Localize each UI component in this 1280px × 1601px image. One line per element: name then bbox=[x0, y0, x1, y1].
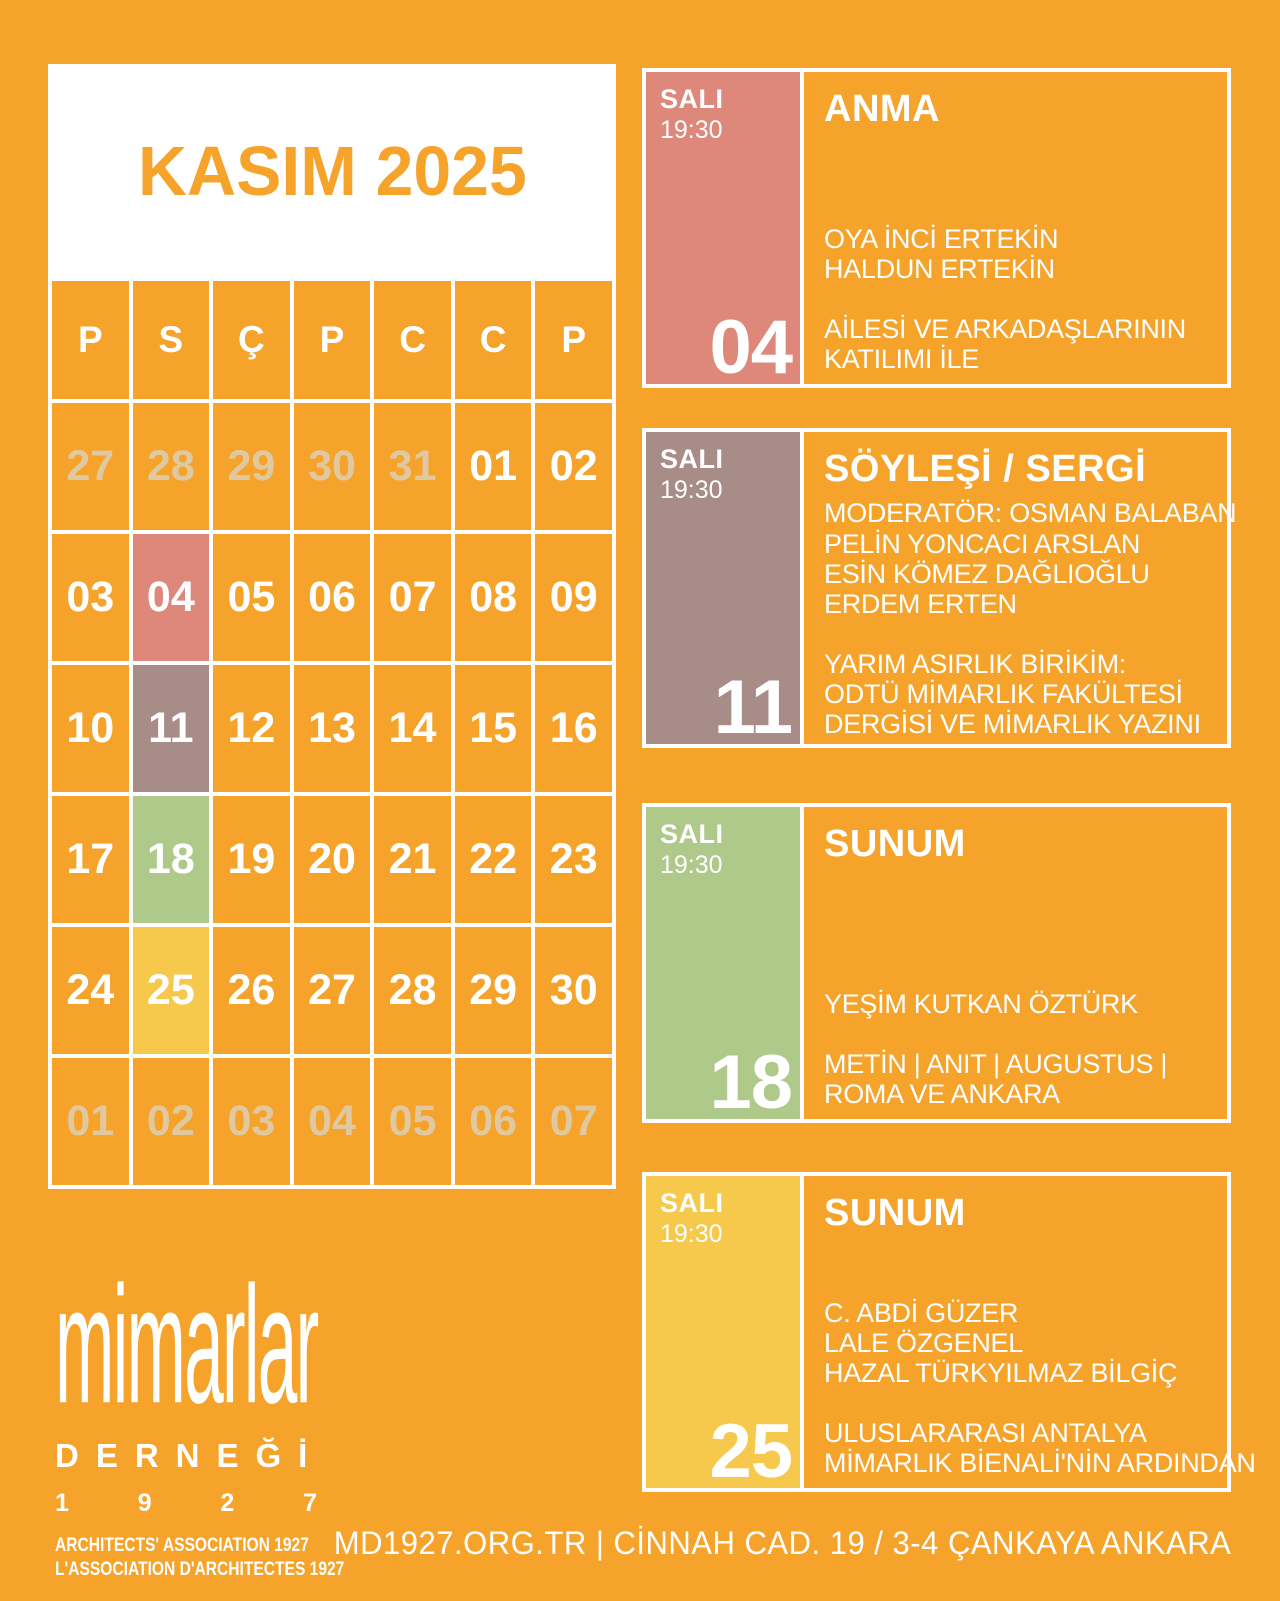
speaker-name: LALE ÖZGENEL bbox=[824, 1328, 1023, 1359]
event-speakers bbox=[824, 989, 1213, 1019]
calendar-day-cell: 12 bbox=[213, 665, 290, 792]
event-speakers bbox=[824, 529, 1236, 620]
description-line: AİLESİ VE ARKADAŞLARININ bbox=[824, 313, 1186, 344]
event-time-label: 19:30 bbox=[660, 1220, 723, 1249]
calendar-day-cell: 30 bbox=[294, 403, 371, 530]
description-line: ROMA VE ANKARA bbox=[824, 1078, 1060, 1109]
event-title: ANMA bbox=[824, 88, 940, 130]
calendar-day-cell: 01 bbox=[455, 403, 532, 530]
event-title: SUNUM bbox=[824, 1192, 966, 1234]
calendar-day-cell: 29 bbox=[213, 403, 290, 530]
calendar-day-cell: 27 bbox=[52, 403, 129, 530]
association-logo bbox=[55, 1250, 345, 1582]
logo-association-name: DERNEĞİ bbox=[55, 1437, 325, 1474]
event-day-label: SALI bbox=[660, 84, 724, 114]
event-content bbox=[804, 807, 1227, 1119]
calendar-day-cell: 27 bbox=[294, 927, 371, 1054]
event-time-label: 19:30 bbox=[660, 116, 723, 145]
day-header-cell: Ç bbox=[213, 281, 290, 399]
calendar-day-cell: 30 bbox=[535, 927, 612, 1054]
calendar-day-cell: 02 bbox=[133, 1058, 210, 1185]
day-header-cell: C bbox=[374, 281, 451, 399]
speaker-name: HAZAL TÜRKYILMAZ BİLGİÇ bbox=[824, 1358, 1178, 1389]
event-card bbox=[642, 428, 1237, 750]
speaker-name: PELİN YONCACI ARSLAN bbox=[824, 529, 1141, 559]
event-day-label: SALI bbox=[660, 1188, 724, 1218]
description-line: MİMARLIK BİENALİ'NİN ARDINDAN bbox=[824, 1447, 1256, 1478]
calendar-day-cell: 13 bbox=[294, 665, 371, 792]
event-card bbox=[642, 803, 1231, 1123]
calendar-day-cell: 01 bbox=[52, 1058, 129, 1185]
description-line: YARIM ASIRLIK BİRİKİM: bbox=[824, 648, 1126, 679]
event-card bbox=[642, 1172, 1256, 1494]
event-description bbox=[824, 314, 1213, 374]
calendar-day-cell: 31 bbox=[374, 403, 451, 530]
calendar-day-cell: 16 bbox=[535, 665, 612, 792]
calendar-day-cell: 25 bbox=[133, 927, 210, 1054]
calendar-day-cell: 26 bbox=[213, 927, 290, 1054]
calendar-day-cell: 17 bbox=[52, 796, 129, 923]
calendar-day-cell: 28 bbox=[133, 403, 210, 530]
description-line: DERGİSİ VE MİMARLIK YAZINI bbox=[824, 709, 1201, 740]
calendar-day-cell: 11 bbox=[133, 665, 210, 792]
event-date-column bbox=[646, 72, 800, 390]
day-header-cell: C bbox=[455, 281, 532, 399]
calendar-day-cell: 29 bbox=[455, 927, 532, 1054]
calendar-day-cell: 08 bbox=[455, 534, 532, 661]
calendar-day-cell: 05 bbox=[374, 1058, 451, 1185]
event-title: SÖYLEŞİ / SERGİ bbox=[824, 448, 1147, 490]
event-date-column bbox=[646, 432, 800, 750]
logo-year-digit: 2 bbox=[220, 1489, 235, 1517]
event-description bbox=[824, 1049, 1213, 1109]
calendar-panel bbox=[48, 64, 616, 1189]
event-description bbox=[824, 1418, 1256, 1478]
footer-address: MD1927.ORG.TR | CİNNAH CAD. 19 / 3-4 ÇANKAYA ANKARA bbox=[333, 1525, 1231, 1561]
calendar-day-cell: 02 bbox=[535, 403, 612, 530]
speaker-name: ESİN KÖMEZ DAĞLIOĞLU bbox=[824, 559, 1150, 590]
logo-year-digit: 7 bbox=[303, 1489, 317, 1517]
event-day-label: SALI bbox=[660, 444, 724, 474]
event-date-number: 25 bbox=[709, 1409, 792, 1494]
speaker-name: HALDUN ERTEKİN bbox=[824, 254, 1055, 285]
calendar-grid bbox=[48, 277, 616, 1189]
logo-wordmark-text: mimarlar bbox=[55, 1252, 318, 1439]
day-header-cell: S bbox=[133, 281, 210, 399]
event-description bbox=[824, 649, 1236, 740]
calendar-day-cell: 10 bbox=[52, 665, 129, 792]
event-speakers bbox=[824, 224, 1213, 284]
logo-subtitle-lines bbox=[55, 1534, 345, 1582]
speaker-name: OYA İNCİ ERTEKİN bbox=[824, 224, 1059, 255]
event-date-column bbox=[646, 1176, 800, 1494]
calendar-day-cell: 24 bbox=[52, 927, 129, 1054]
calendar-day-cell: 06 bbox=[294, 534, 371, 661]
calendar-day-cell: 04 bbox=[133, 534, 210, 661]
event-content bbox=[804, 432, 1250, 744]
description-line: ULUSLARARASI ANTALYA bbox=[824, 1417, 1147, 1448]
speaker-name: YEŞİM KUTKAN ÖZTÜRK bbox=[824, 989, 1138, 1020]
calendar-day-cell: 28 bbox=[374, 927, 451, 1054]
spacer bbox=[824, 131, 1213, 224]
spacer bbox=[824, 1235, 1256, 1298]
description-line: KATILIMI İLE bbox=[824, 343, 979, 374]
calendar-day-cell: 07 bbox=[535, 1058, 612, 1185]
month-title-box bbox=[48, 64, 616, 277]
calendar-day-cell: 20 bbox=[294, 796, 371, 923]
calendar-day-cell: 23 bbox=[535, 796, 612, 923]
event-speakers bbox=[824, 1298, 1256, 1389]
logo-subtitle-fr: L'ASSOCIATION D'ARCHITECTES 1927 bbox=[55, 1558, 345, 1580]
calendar-day-cell: 14 bbox=[374, 665, 451, 792]
event-time-label: 19:30 bbox=[660, 851, 723, 880]
calendar-day-cell: 09 bbox=[535, 534, 612, 661]
event-date-number: 18 bbox=[709, 1040, 792, 1125]
event-subtitle: MODERATÖR: OSMAN BALABAN bbox=[824, 498, 1237, 528]
calendar-day-cell: 03 bbox=[213, 1058, 290, 1185]
calendar-day-cell: 18 bbox=[133, 796, 210, 923]
logo-wordmark bbox=[55, 1250, 335, 1439]
calendar-day-cell: 06 bbox=[455, 1058, 532, 1185]
day-header-cell: P bbox=[535, 281, 612, 399]
logo-year-digit: 1 bbox=[55, 1489, 69, 1517]
logo-year-digit: 9 bbox=[137, 1489, 152, 1517]
event-card bbox=[642, 68, 1231, 388]
event-content bbox=[804, 72, 1227, 384]
logo-subtitle-en: ARCHITECTS' ASSOCIATION 1927 bbox=[55, 1535, 309, 1556]
event-time-label: 19:30 bbox=[660, 476, 723, 505]
event-content bbox=[804, 1176, 1270, 1488]
spacer bbox=[824, 866, 1213, 989]
calendar-day-cell: 21 bbox=[374, 796, 451, 923]
calendar-day-cell: 19 bbox=[213, 796, 290, 923]
event-title: SUNUM bbox=[824, 823, 966, 865]
calendar-day-cell: 03 bbox=[52, 534, 129, 661]
event-date-number: 11 bbox=[713, 665, 792, 750]
event-day-label: SALI bbox=[660, 819, 724, 849]
calendar-day-cell: 05 bbox=[213, 534, 290, 661]
calendar-day-cell: 15 bbox=[455, 665, 532, 792]
calendar-day-cell: 22 bbox=[455, 796, 532, 923]
calendar-day-cell: 07 bbox=[374, 534, 451, 661]
month-title: KASIM 2025 bbox=[137, 131, 527, 210]
calendar-day-cell: 04 bbox=[294, 1058, 371, 1185]
event-date-number: 04 bbox=[709, 305, 792, 390]
speaker-name: C. ABDİ GÜZER bbox=[824, 1297, 1019, 1328]
description-line: METİN | ANIT | AUGUSTUS | bbox=[824, 1048, 1168, 1079]
day-header-cell: P bbox=[294, 281, 371, 399]
event-date-column bbox=[646, 807, 800, 1125]
day-header-cell: P bbox=[52, 281, 129, 399]
speaker-name: ERDEM ERTEN bbox=[824, 589, 1017, 620]
description-line: ODTÜ MİMARLIK FAKÜLTESİ bbox=[824, 678, 1183, 709]
logo-year-1927 bbox=[55, 1489, 317, 1518]
